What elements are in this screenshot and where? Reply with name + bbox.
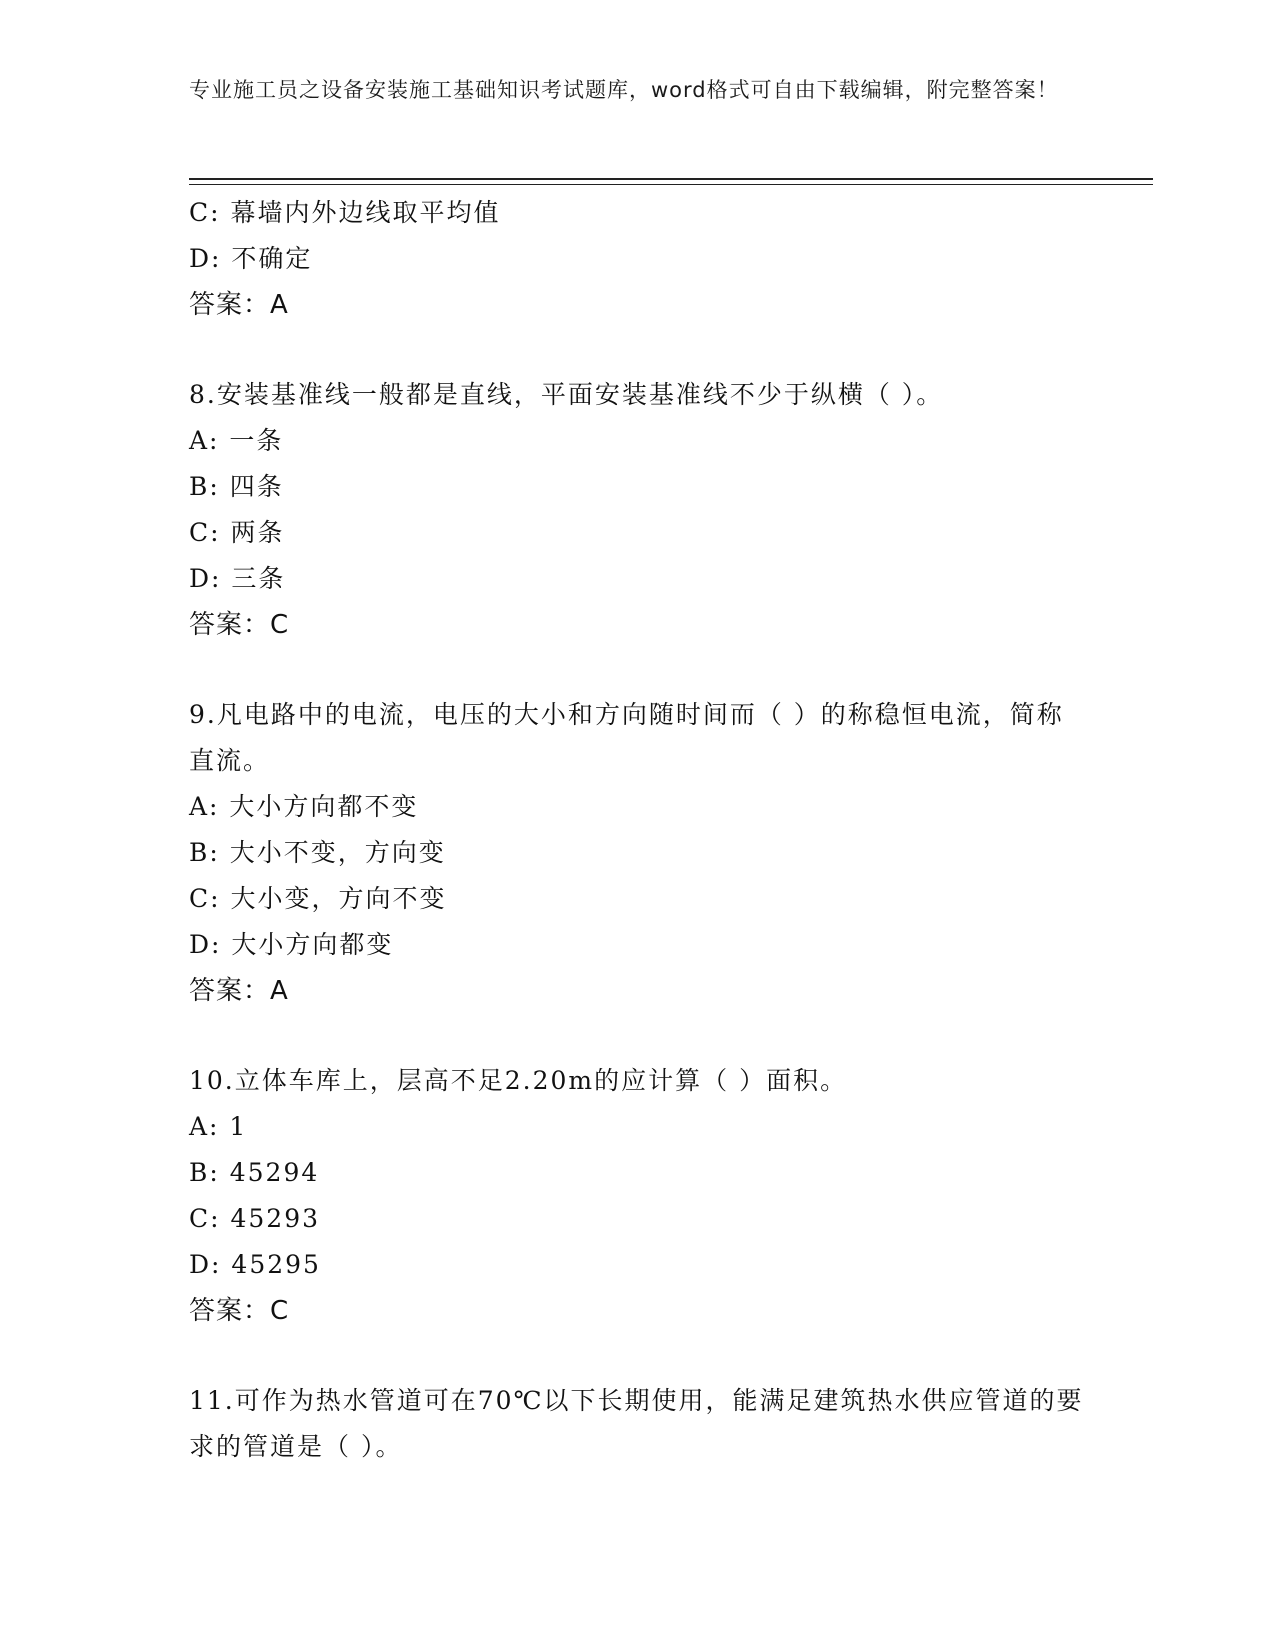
header-divider-thick: [189, 178, 1153, 180]
answer-line: 答案：A: [189, 290, 289, 320]
option-c: C: 幕墙内外边线取平均值: [189, 198, 501, 227]
question-block-8: [189, 372, 1089, 648]
option-a: A: 大小方向都不变: [189, 792, 419, 821]
option-d: D: 三条: [189, 564, 286, 593]
option-b: B: 大小不变，方向变: [189, 838, 446, 867]
question-stem: 11.可作为热水管道可在70℃以下长期使用，能满足建筑热水供应管道的要求的管道是（ ）。: [189, 1386, 1084, 1461]
option-d: D: 不确定: [189, 244, 313, 273]
option-a: A: 一条: [189, 426, 284, 455]
question-block-11: [189, 1378, 1089, 1470]
option-a: A: 1: [189, 1112, 248, 1141]
question-block-9: [189, 692, 1089, 1014]
option-c: C: 两条: [189, 518, 285, 547]
question-block-10: [189, 1058, 1089, 1334]
option-d: D: 45295: [189, 1250, 321, 1279]
answer-line: 答案：C: [189, 610, 290, 640]
question-stem: 8.安装基准线一般都是直线，平面安装基准线不少于纵横（ ）。: [189, 380, 944, 409]
option-b: B: 45294: [189, 1158, 320, 1187]
option-c: C: 45293: [189, 1204, 321, 1233]
carryover-block: [189, 190, 1089, 328]
answer-line: 答案：C: [189, 1296, 290, 1326]
option-b: B: 四条: [189, 472, 284, 501]
document-header: 专业施工员之设备安装施工基础知识考试题库，word格式可自由下载编辑，附完整答案！: [189, 78, 1059, 102]
header-divider-thin: [189, 184, 1153, 185]
question-stem: 10.立体车库上，层高不足2.20m的应计算（ ）面积。: [189, 1066, 848, 1095]
question-content: [189, 190, 1089, 1470]
answer-line: 答案：A: [189, 976, 289, 1006]
option-c: C: 大小变，方向不变: [189, 884, 447, 913]
question-stem: 9.凡电路中的电流，电压的大小和方向随时间而（ ）的称稳恒电流，简称直流。: [189, 700, 1064, 775]
option-d: D: 大小方向都变: [189, 930, 394, 959]
